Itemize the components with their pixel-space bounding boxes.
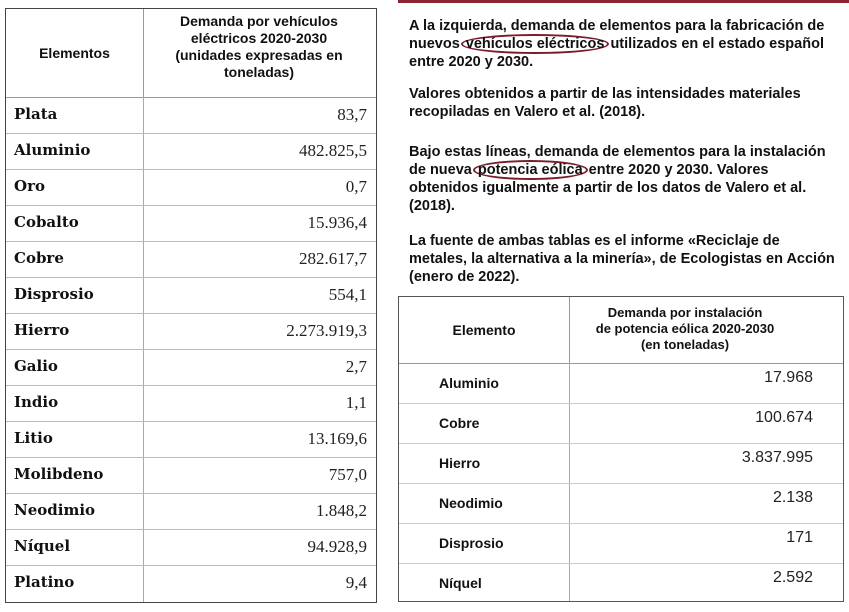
table-row <box>399 443 843 484</box>
table-row <box>6 133 376 170</box>
table-row <box>399 483 843 524</box>
element-name: Platino <box>14 573 75 591</box>
element-value: 17.968 <box>764 369 813 386</box>
paragraph-text: utilizados en el estado español entre 2020 y 2030. <box>409 36 824 70</box>
wind-header-demand <box>570 305 800 353</box>
wind-demand-table <box>398 296 844 602</box>
wind-table-header <box>399 297 843 364</box>
element-name: Oro <box>14 177 45 195</box>
ev-table-header <box>6 9 376 98</box>
table-row <box>6 385 376 422</box>
element-name: Neodimio <box>439 495 503 511</box>
table-row <box>6 529 376 566</box>
element-value: 13.169,6 <box>307 429 367 448</box>
element-name: Aluminio <box>439 375 499 391</box>
ev-header-line: toneladas) <box>223 64 294 80</box>
table-row <box>6 457 376 494</box>
element-name: Níquel <box>14 537 71 555</box>
wind-header-line: (en toneladas) <box>640 337 730 352</box>
element-value: 94.928,9 <box>307 537 367 556</box>
ev-header-line: Demanda por vehículos <box>180 13 338 29</box>
paragraph-wind <box>409 143 841 215</box>
table-row <box>6 97 376 134</box>
element-value: 554,1 <box>328 285 367 304</box>
table-row <box>6 205 376 242</box>
wind-header-element: Elemento <box>399 297 570 363</box>
table-row <box>399 523 843 564</box>
element-name: Galio <box>14 357 58 375</box>
element-value: 482.825,5 <box>299 141 367 160</box>
element-value: 83,7 <box>337 105 367 124</box>
table-row <box>6 565 376 601</box>
table-row <box>399 403 843 444</box>
table-row <box>6 277 376 314</box>
element-name: Disprosio <box>14 285 94 303</box>
element-name: Níquel <box>439 575 482 591</box>
ev-demand-table <box>5 8 377 603</box>
element-value: 1,1 <box>345 393 367 412</box>
element-value: 2.273.919,3 <box>286 321 367 340</box>
element-name: Hierro <box>439 455 481 471</box>
element-value: 757,0 <box>328 465 367 484</box>
element-value: 15.936,4 <box>307 213 367 232</box>
element-value: 282.617,7 <box>299 249 367 268</box>
element-value: 9,4 <box>345 573 367 592</box>
wind-header-line: de potencia eólica 2020-2030 <box>595 321 775 336</box>
paragraph-source-ev: Valores obtenidos a partir de las intensidades materiales recopiladas en Valero et al. (2018). <box>409 86 801 120</box>
paragraph-report-source: La fuente de ambas tablas es el informe «Reciclaje de metales, la alternativa a la minería», de Ecologistas en Acción (enero de 2022). <box>409 233 835 285</box>
ev-header-element: Elementos <box>6 9 144 97</box>
table-row <box>399 363 843 404</box>
ev-header-line: eléctricos 2020-2030 <box>190 30 328 46</box>
element-value: 171 <box>786 529 813 546</box>
table-row <box>6 349 376 386</box>
table-row <box>6 421 376 458</box>
table-row <box>399 563 843 603</box>
element-name: Plata <box>14 105 58 123</box>
element-value: 0,7 <box>345 177 367 196</box>
highlight-ev: vehículos eléctricos <box>461 34 610 54</box>
element-value: 100.674 <box>755 409 813 426</box>
ev-header-demand <box>144 13 374 81</box>
element-value: 1.848,2 <box>316 501 367 520</box>
element-name: Cobalto <box>14 213 79 231</box>
element-name: Disprosio <box>439 535 504 551</box>
paragraph-text: entre 2020 y 2030. Valores obtenidos igualmente a partir de los datos de Valero et al. (2018). <box>409 162 807 214</box>
element-name: Indio <box>14 393 59 411</box>
paragraph-text: A la izquierda, demanda de elementos para la fabricación de nuevos <box>409 18 825 52</box>
accent-rule <box>398 0 849 3</box>
element-value: 2,7 <box>345 357 367 376</box>
element-name: Cobre <box>439 415 480 431</box>
element-value: 3.837.995 <box>741 449 813 466</box>
paragraph-ev <box>409 17 841 71</box>
element-name: Litio <box>14 429 53 447</box>
table-row <box>6 493 376 530</box>
element-value: 2.592 <box>772 569 813 586</box>
element-name: Aluminio <box>14 141 91 159</box>
highlight-wind: potencia eólica <box>473 160 588 180</box>
paragraph-text: Bajo estas líneas, demanda de elementos para la instalación de nueva <box>409 144 826 178</box>
table-row <box>6 313 376 350</box>
ev-header-line: (unidades expresadas en <box>175 47 343 63</box>
wind-header-line: Demanda por instalación <box>607 305 763 320</box>
element-value: 2.138 <box>772 489 813 506</box>
element-name: Neodimio <box>14 501 96 519</box>
element-name: Hierro <box>14 321 70 339</box>
element-name: Molibdeno <box>14 465 104 483</box>
table-row <box>6 241 376 278</box>
element-name: Cobre <box>14 249 64 267</box>
table-row <box>6 169 376 206</box>
